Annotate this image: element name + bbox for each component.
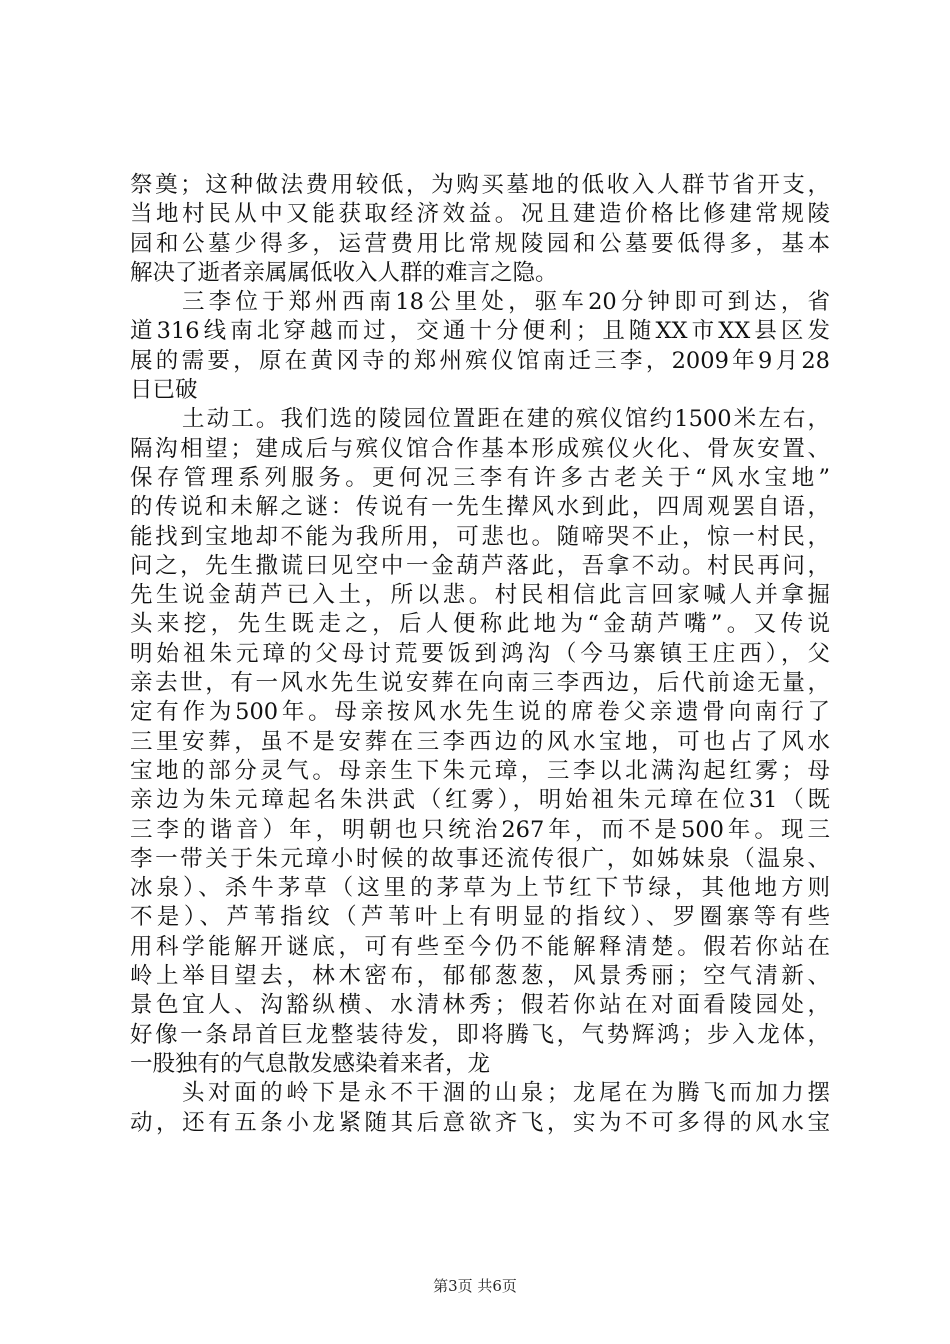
text-line: 明始祖朱元璋的父母讨荒要饭到鸿沟（今马寨镇王庄西），父 bbox=[130, 640, 830, 667]
text-line: 景色宜人、沟豁纵横、水清林秀；假若你站在对面看陵园处， bbox=[130, 992, 830, 1019]
text-line: 保存管理系列服务。更何况三李有许多古老关于“风水宝地” bbox=[130, 464, 830, 491]
paragraph bbox=[130, 288, 830, 405]
paragraph bbox=[130, 1079, 830, 1138]
text-line: 用科学能解开谜底，可有些至今仍不能解释清楚。假若你站在 bbox=[130, 933, 830, 960]
text-line: 的传说和未解之谜：传说有一先生撵风水到此，四周观罢自语， bbox=[130, 494, 830, 521]
paragraph bbox=[130, 171, 830, 288]
text-line: 三李的谐音）年，明朝也只统治267年，而不是500年。现三 bbox=[130, 816, 830, 843]
page-footer: 第3页 共6页 bbox=[433, 1277, 517, 1295]
document-body bbox=[130, 171, 830, 1138]
text-line: 日已破 bbox=[130, 377, 198, 404]
text-line: 展的需要，原在黄冈寺的郑州殡仪馆南迁三李，2009年9月28 bbox=[130, 347, 830, 374]
text-line: 三里安葬，虽不是安葬在三李西边的风水宝地，可也占了风水 bbox=[130, 728, 830, 755]
text-line: 隔沟相望；建成后与殡仪馆合作基本形成殡仪火化、骨灰安置、 bbox=[130, 435, 830, 462]
paragraph bbox=[130, 405, 830, 1079]
text-line: 冰泉）、杀牛茅草（这里的茅草为上节红下节绿，其他地方则 bbox=[130, 875, 830, 902]
text-line: 亲去世，有一风水先生说安葬在向南三李西边，后代前途无量， bbox=[130, 670, 830, 697]
text-line: 一股独有的气息散发感染着来者，龙 bbox=[130, 1050, 491, 1077]
text-line: 解决了逝者亲属属低收入人群的难言之隐。 bbox=[130, 259, 558, 286]
text-line: 三李位于郑州西南18公里处，驱车20分钟即可到达，省 bbox=[182, 289, 830, 316]
text-line: 头来挖，先生既走之，后人便称此地为“金葫芦嘴”。又传说 bbox=[130, 611, 830, 638]
text-line: 土动工。我们选的陵园位置距在建的殡仪馆约1500米左右， bbox=[182, 406, 830, 433]
text-line: 能找到宝地却不能为我所用，可悲也。随啼哭不止，惊一村民， bbox=[130, 523, 830, 550]
text-line: 当地村民从中又能获取经济效益。况且建造价格比修建常规陵 bbox=[130, 201, 830, 228]
text-line: 动，还有五条小龙紧随其后意欲齐飞，实为不可多得的风水宝 bbox=[130, 1109, 830, 1136]
text-line: 不是）、芦苇指纹（芦苇叶上有明显的指纹）、罗圈寨等有些 bbox=[130, 904, 830, 931]
text-line: 定有作为500年。母亲按风水先生说的席卷父亲遗骨向南行了 bbox=[130, 699, 830, 726]
text-line: 祭奠；这种做法费用较低，为购买墓地的低收入人群节省开支， bbox=[130, 172, 830, 198]
text-line: 李一带关于朱元璋小时候的故事还流传很广，如姊妹泉（温泉、 bbox=[130, 845, 830, 872]
text-line: 先生说金葫芦已入土，所以悲。村民相信此言回家喊人并拿掘 bbox=[130, 582, 830, 609]
text-line: 头对面的岭下是永不干涸的山泉；龙尾在为腾飞而加力摆 bbox=[182, 1080, 830, 1107]
text-line: 道316线南北穿越而过，交通十分便利；且随XX市XX县区发 bbox=[130, 318, 830, 345]
text-line: 宝地的部分灵气。母亲生下朱元璋，三李以北满沟起红雾；母 bbox=[130, 757, 830, 784]
text-line: 园和公墓少得多，运营费用比常规陵园和公墓要低得多，基本 bbox=[130, 230, 830, 257]
text-line: 亲边为朱元璋起名朱洪武（红雾），明始祖朱元璋在位31（既 bbox=[130, 787, 830, 814]
text-line: 问之，先生撒谎曰见空中一金葫芦落此，吾拿不动。村民再问， bbox=[130, 552, 830, 579]
text-line: 好像一条昂首巨龙整装待发，即将腾飞，气势辉鸿；步入龙体， bbox=[130, 1021, 830, 1048]
text-line: 岭上举目望去，林木密布，郁郁葱葱，风景秀丽；空气清新、 bbox=[130, 963, 830, 990]
